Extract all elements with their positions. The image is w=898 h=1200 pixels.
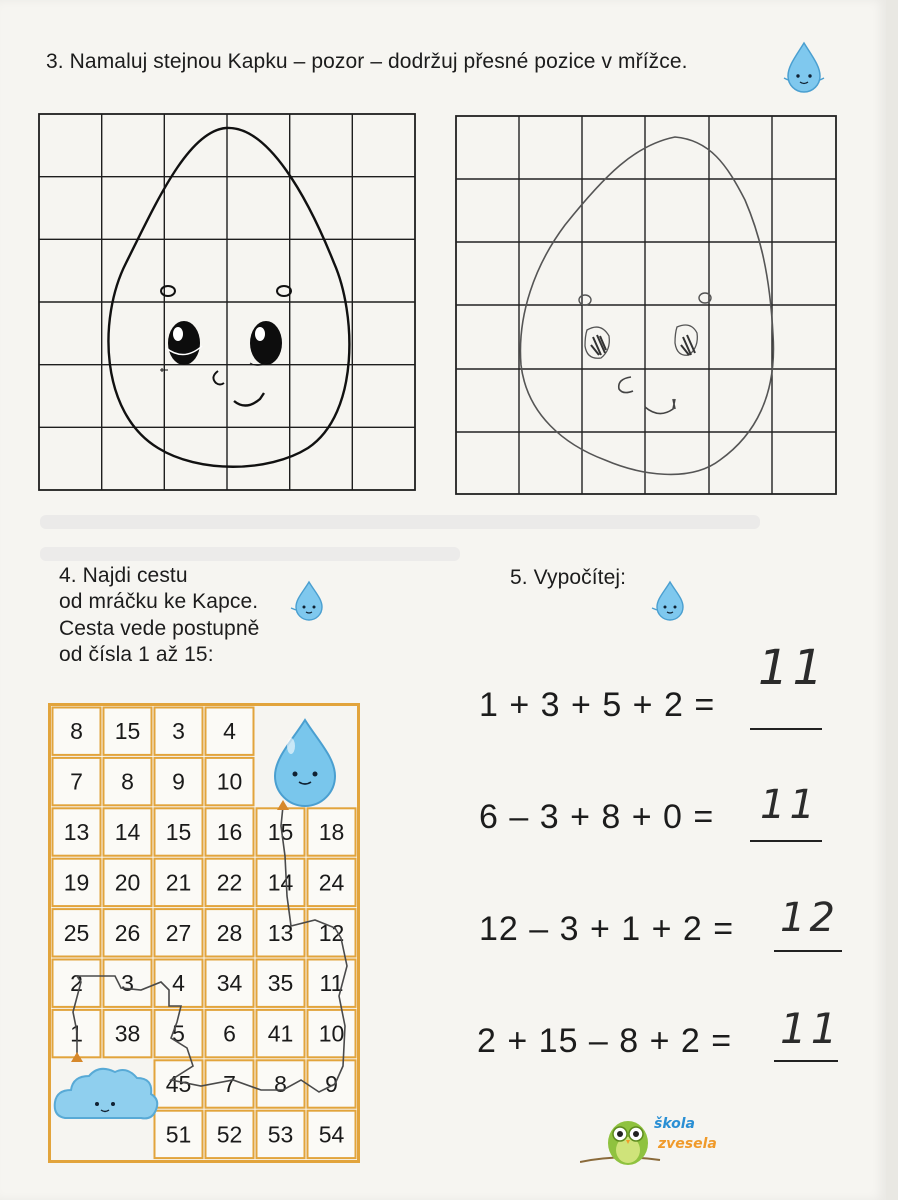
maze-number: 26 — [114, 919, 141, 946]
answer-line-4 — [774, 1060, 838, 1062]
maze-number: 2 — [70, 970, 83, 997]
equation-2: 6 – 3 + 8 + 0 = — [479, 798, 715, 836]
maze-number: 28 — [216, 919, 243, 946]
equation-4: 2 + 15 – 8 + 2 = — [477, 1022, 733, 1060]
maze-number: 7 — [223, 1071, 236, 1097]
answer-4: 11 — [780, 1004, 842, 1053]
maze-number: 7 — [70, 768, 83, 795]
template-grid — [38, 113, 416, 491]
maze-number: 15 — [267, 819, 294, 845]
answer-3: 12 — [780, 895, 839, 941]
maze-number: 51 — [165, 1121, 192, 1148]
task4-heading — [59, 563, 259, 668]
copy-grid-child-drawing — [455, 115, 837, 495]
maze-number: 54 — [318, 1121, 345, 1148]
maze-number: 10 — [318, 1020, 345, 1047]
maze-drop-icon — [275, 720, 335, 806]
answer-1: 11 — [758, 640, 828, 696]
maze-number: 41 — [267, 1020, 294, 1047]
maze-number: 13 — [63, 819, 90, 845]
maze-number: 18 — [318, 819, 345, 845]
maze-number: 9 — [172, 768, 185, 795]
maze-number: 27 — [165, 919, 192, 946]
task5-heading: 5. Vypočítej: — [510, 566, 627, 589]
task4-heading-line-3: Cesta vede postupně — [59, 616, 260, 640]
maze-number: 9 — [325, 1071, 338, 1097]
end-arrow-icon — [277, 800, 289, 810]
bleed-through-text — [40, 512, 760, 567]
maze-number: 52 — [216, 1121, 243, 1148]
maze-number: 5 — [172, 1020, 185, 1047]
equation-3: 12 – 3 + 1 + 2 = — [479, 910, 735, 948]
maze-number: 16 — [216, 819, 243, 845]
answer-line-3 — [774, 950, 842, 952]
water-drop-icon — [782, 40, 826, 96]
maze-number: 24 — [318, 869, 345, 896]
logo-text-line-2: zvesela — [658, 1136, 717, 1152]
task4-heading-line-4: od čísla 1 až 15: — [59, 642, 214, 666]
maze-cloud-icon — [55, 1069, 158, 1119]
maze-number: 45 — [165, 1071, 192, 1097]
maze-number: 21 — [165, 869, 192, 896]
task4-heading-line-2: od mráčku ke Kapce. — [59, 590, 259, 614]
task4-heading-line-1: 4. Najdi cestu — [59, 564, 188, 587]
maze-number: 20 — [114, 869, 141, 896]
maze-number: 3 — [172, 718, 185, 745]
maze-number: 8 — [70, 718, 83, 745]
maze-grid — [51, 706, 357, 1160]
maze-number: 19 — [63, 869, 90, 896]
skola-zvesela-logo — [580, 1110, 730, 1170]
logo-text-line-1: škola — [654, 1116, 696, 1132]
maze-number: 4 — [172, 970, 185, 997]
maze-number: 14 — [114, 819, 141, 845]
maze-number: 34 — [216, 970, 243, 997]
maze-number: 6 — [223, 1020, 236, 1047]
maze-number: 15 — [165, 819, 192, 845]
maze-number: 22 — [216, 869, 243, 896]
maze-number: 4 — [223, 718, 236, 745]
answer-2: 11 — [760, 782, 819, 828]
maze-number: 25 — [63, 919, 90, 946]
task3-heading: 3. Namaluj stejnou Kapku – pozor – dodržuj přesné pozice v mřížce. — [46, 50, 688, 73]
maze-number: 15 — [114, 718, 141, 745]
maze-number: 11 — [319, 970, 344, 997]
maze-number: 14 — [267, 869, 294, 896]
answer-line-2 — [750, 840, 822, 842]
maze-number: 1 — [70, 1020, 83, 1047]
water-drop-icon — [287, 580, 331, 622]
maze-number: 38 — [114, 1020, 141, 1047]
maze-number: 53 — [267, 1121, 294, 1148]
maze-number: 8 — [274, 1071, 287, 1097]
answer-line-1 — [750, 728, 822, 730]
water-drop-icon — [648, 580, 692, 622]
maze-number: 12 — [318, 919, 345, 946]
maze-number: 10 — [216, 768, 243, 795]
maze-number: 3 — [121, 970, 134, 997]
maze-number: 13 — [267, 919, 294, 946]
maze-number: 35 — [267, 970, 294, 997]
maze-number: 8 — [121, 768, 134, 795]
number-maze — [48, 703, 360, 1163]
equation-1: 1 + 3 + 5 + 2 = — [479, 686, 716, 724]
